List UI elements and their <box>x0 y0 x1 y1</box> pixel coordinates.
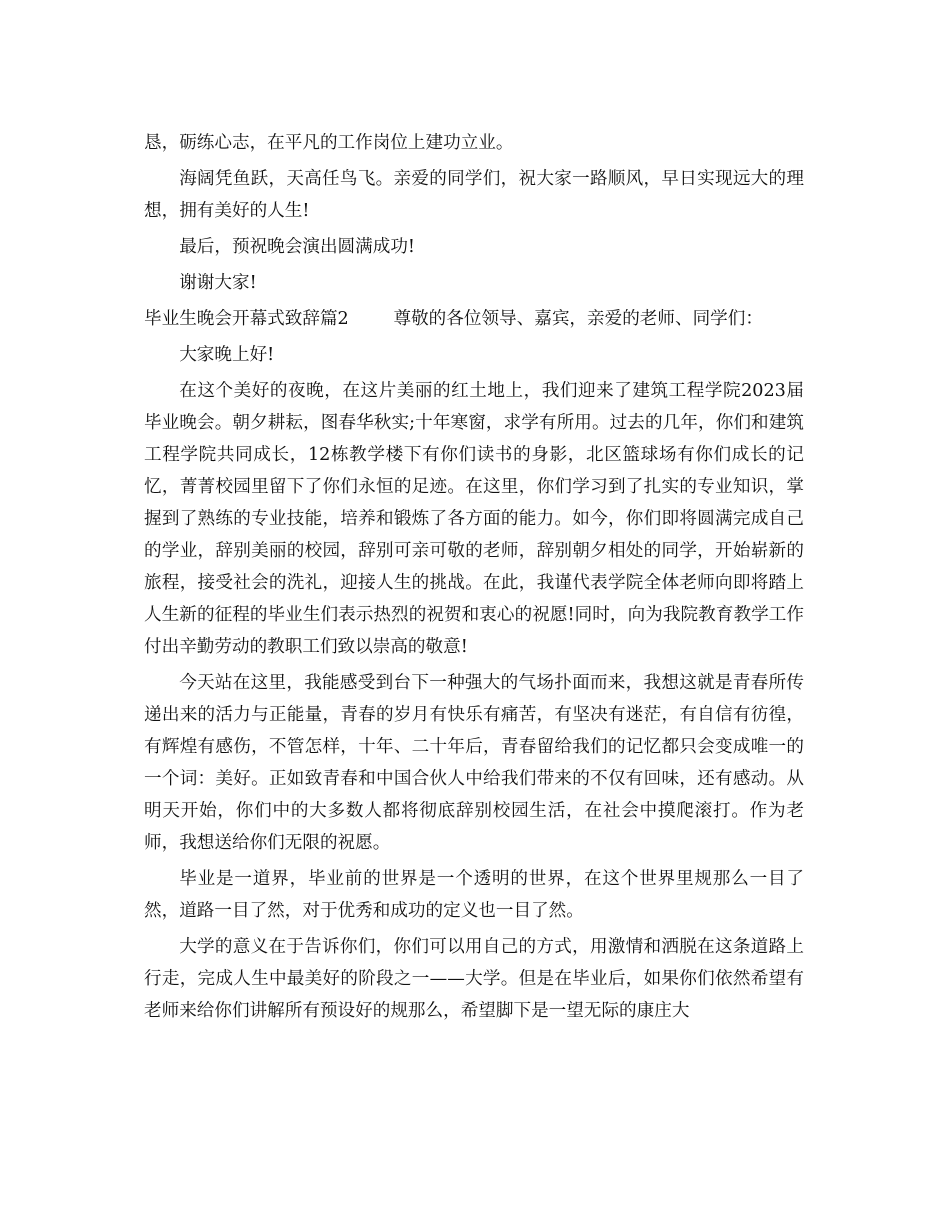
paragraph-continued: 恳，砺练心志，在平凡的工作岗位上建功立业。 <box>144 133 514 153</box>
paragraph: 谢谢大家! <box>179 273 257 293</box>
paragraph: 大家晚上好! <box>179 345 275 365</box>
document-body <box>144 127 804 1031</box>
paragraph: 海阔凭鱼跃，天高任鸟飞。亲爱的同学们，祝大家一路顺风，早日实现远大的理想，拥有美好的人生! <box>144 169 804 221</box>
section-heading-line <box>144 303 804 335</box>
paragraph: 最后，预祝晚会演出圆满成功! <box>179 237 415 257</box>
salutation: 尊敬的各位领导、嘉宾，亲爱的老师、同学们： <box>393 309 763 329</box>
paragraph: 大学的意义在于告诉你们，你们可以用自己的方式，用激情和洒脱在这条道路上行走，完成人生中最美好的阶段之一——大学。但是在毕业后，如果你们依然希望有老师来给你们讲解所有预设好的规那么，希望脚下是一望无际的康庄大 <box>144 937 804 1021</box>
paragraph: 在这个美好的夜晚，在这片美丽的红土地上，我们迎来了建筑工程学院2023届毕业晚会。朝夕耕耘，图春华秋实;十年寒窗，求学有所用。过去的几年，你们和建筑工程学院共同成长，12栋教学楼下有你们读书的身影，北区篮球场有你们成长的记忆，菁菁校园里留下了你们永恒的足迹。在这里，你们学习到了扎实的专业知识，掌握到了熟练的专业技能，培养和锻炼了各方面的能力。如今，你们即将圆满完成自己的学业，辞别美丽的校园，辞别可亲可敬的老师，辞别朝夕相处的同学，开始崭新的旅程，接受社会的洗礼，迎接人生的挑战。在此，我谨代表学院全体老师向即将踏上人生新的征程的毕业生们表示热烈的祝贺和衷心的祝愿!同时，向为我院教育教学工作付出辛勤劳动的教职工们致以崇高的敬意! <box>144 381 804 657</box>
paragraph: 今天站在这里，我能感受到台下一种强大的气场扑面而来，我想这就是青春所传递出来的活力与正能量，青春的岁月有快乐有痛苦，有坚决有迷茫，有自信有彷徨，有辉煌有感伤，不管怎样，十年、二十年后，青春留给我们的记忆都只会变成唯一的一个词：美好。正如致青春和中国合伙人中给我们带来的不仅有回味，还有感动。从明天开始，你们中的大多数人都将彻底辞别校园生活，在社会中摸爬滚打。作为老师，我想送给你们无限的祝愿。 <box>144 673 804 853</box>
paragraph: 毕业是一道界，毕业前的世界是一个透明的世界，在这个世界里规那么一目了然，道路一目了然，对于优秀和成功的定义也一目了然。 <box>144 869 804 921</box>
section-heading: 毕业生晚会开幕式致辞篇2 <box>144 309 349 329</box>
